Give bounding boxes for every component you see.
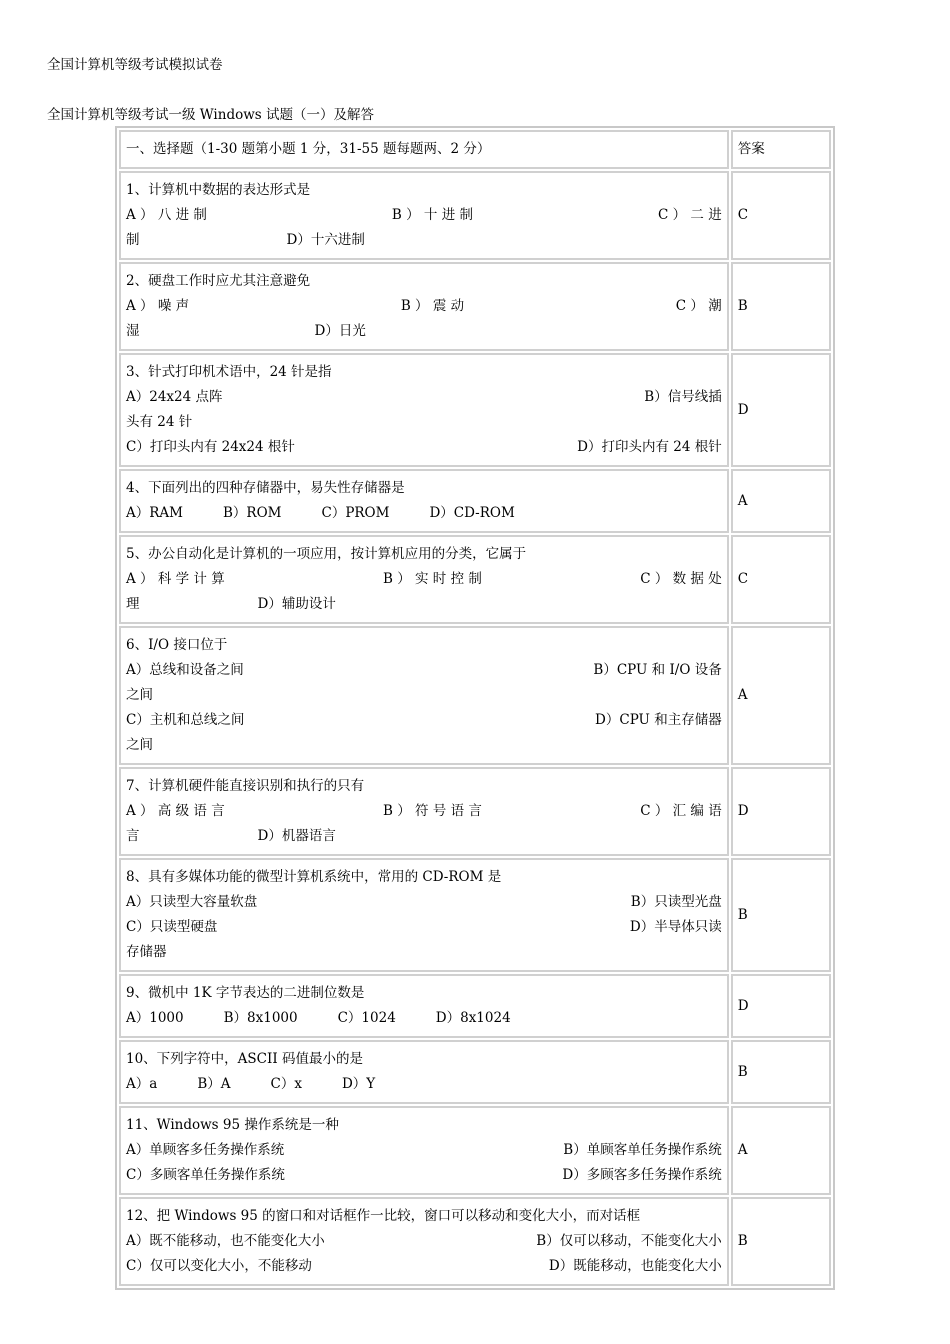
question-stem: 9、微机中 1K 字节表达的二进制位数是 bbox=[126, 985, 365, 1001]
option-text: B）信号线插 bbox=[644, 389, 722, 405]
option-text: C）打印头内有 24x24 根针 bbox=[126, 439, 295, 455]
question-stem: 6、I/O 接口位于 bbox=[126, 637, 228, 653]
table-row bbox=[119, 353, 831, 467]
question-cell bbox=[119, 1106, 729, 1195]
answer-cell: B bbox=[731, 858, 831, 972]
table-row bbox=[119, 1040, 831, 1104]
quiz-table bbox=[115, 126, 835, 1290]
table-row bbox=[119, 535, 831, 624]
option-line bbox=[126, 567, 722, 592]
table-row bbox=[119, 974, 831, 1038]
answer-cell: A bbox=[731, 469, 831, 533]
answer-cell: A bbox=[731, 626, 831, 765]
option-line bbox=[126, 435, 722, 460]
option-line bbox=[126, 203, 722, 228]
option-text: D）Y bbox=[341, 1076, 376, 1092]
table-row bbox=[119, 262, 831, 351]
option-text: C ） 数 据 处 bbox=[640, 571, 722, 587]
option-line bbox=[126, 799, 722, 824]
option-text: C ） 汇 编 语 bbox=[640, 803, 722, 819]
question-stem: 3、针式打印机术语中，24 针是指 bbox=[126, 364, 332, 380]
answer-cell: A bbox=[731, 1106, 831, 1195]
option-line bbox=[126, 1006, 722, 1031]
option-text: 之间 bbox=[126, 687, 153, 703]
question-stem: 11、Windows 95 操作系统是一种 bbox=[126, 1117, 339, 1133]
answer-cell: D bbox=[731, 353, 831, 467]
question-cell bbox=[119, 171, 729, 260]
answer-header: 答案 bbox=[731, 130, 831, 169]
option-line bbox=[126, 1229, 722, 1254]
option-text: A）RAM bbox=[126, 505, 183, 521]
table-header-row bbox=[119, 130, 831, 169]
option-line bbox=[126, 1138, 722, 1163]
question-stem: 2、硬盘工作时应尤其注意避免 bbox=[126, 273, 311, 289]
option-line bbox=[126, 658, 722, 683]
option-line bbox=[126, 410, 722, 435]
document-subtitle: 全国计算机等级考试一级 Windows 试题（一）及解答 bbox=[47, 107, 374, 123]
option-text: C ） 潮 bbox=[675, 298, 722, 314]
question-stem: 1、计算机中数据的表达形式是 bbox=[126, 182, 311, 198]
option-text: D）日光 bbox=[314, 323, 366, 339]
option-text: D）半导体只读 bbox=[629, 919, 722, 935]
option-text: C）仅可以变化大小，不能移动 bbox=[126, 1258, 312, 1274]
option-text: B ） 实 时 控 制 bbox=[383, 571, 482, 587]
option-text: A）1000 bbox=[126, 1010, 184, 1026]
option-text: 之间 bbox=[126, 737, 153, 753]
option-text: C）x bbox=[270, 1076, 302, 1092]
answer-cell: C bbox=[731, 535, 831, 624]
option-line bbox=[126, 915, 722, 940]
question-cell bbox=[119, 262, 729, 351]
option-text: D）CD-ROM bbox=[429, 505, 515, 521]
option-text: D）CPU 和主存储器 bbox=[595, 712, 722, 728]
option-text: A ） 科 学 计 算 bbox=[126, 571, 225, 587]
option-text: 制 bbox=[126, 232, 140, 248]
option-text: B）CPU 和 I/O 设备 bbox=[593, 662, 722, 678]
option-text: D）8x1024 bbox=[435, 1010, 511, 1026]
answer-cell: D bbox=[731, 974, 831, 1038]
option-line bbox=[126, 708, 722, 733]
table-row bbox=[119, 1197, 831, 1286]
option-text: A ） 八 进 制 bbox=[126, 207, 207, 223]
option-line bbox=[126, 592, 722, 617]
option-text: D）辅助设计 bbox=[257, 596, 336, 612]
option-text: C）多顾客单任务操作系统 bbox=[126, 1167, 285, 1183]
option-text: B）只读型光盘 bbox=[630, 894, 722, 910]
option-text: 头有 24 针 bbox=[126, 414, 193, 430]
question-stem: 8、具有多媒体功能的微型计算机系统中，常用的 CD-ROM 是 bbox=[126, 869, 502, 885]
option-text: B ） 符 号 语 言 bbox=[383, 803, 482, 819]
option-text: B）仅可以移动，不能变化大小 bbox=[536, 1233, 722, 1249]
option-text: A）单顾客多任务操作系统 bbox=[126, 1142, 285, 1158]
option-text: B）A bbox=[197, 1076, 231, 1092]
option-line bbox=[126, 733, 722, 758]
option-text: D）打印头内有 24 根针 bbox=[577, 439, 722, 455]
option-text: A ） 噪 声 bbox=[126, 298, 190, 314]
option-line bbox=[126, 501, 722, 526]
question-cell bbox=[119, 626, 729, 765]
question-stem: 7、计算机硬件能直接识别和执行的只有 bbox=[126, 778, 365, 794]
option-text: D）十六进制 bbox=[286, 232, 365, 248]
question-stem: 10、下列字符中，ASCII 码值最小的是 bbox=[126, 1051, 363, 1067]
table-row bbox=[119, 1106, 831, 1195]
question-cell bbox=[119, 469, 729, 533]
question-cell bbox=[119, 858, 729, 972]
option-text: A）总线和设备之间 bbox=[126, 662, 244, 678]
question-stem: 5、办公自动化是计算机的一项应用，按计算机应用的分类，它属于 bbox=[126, 546, 527, 562]
option-text: C ） 二 进 bbox=[658, 207, 722, 223]
answer-cell: B bbox=[731, 1040, 831, 1104]
option-line bbox=[126, 683, 722, 708]
question-stem: 4、下面列出的四种存储器中，易失性存储器是 bbox=[126, 480, 405, 496]
option-text: 理 bbox=[126, 596, 140, 612]
answer-cell: B bbox=[731, 262, 831, 351]
option-line bbox=[126, 940, 722, 965]
answer-cell: D bbox=[731, 767, 831, 856]
question-cell bbox=[119, 535, 729, 624]
option-line bbox=[126, 385, 722, 410]
question-cell bbox=[119, 974, 729, 1038]
option-text: D）机器语言 bbox=[257, 828, 336, 844]
question-cell bbox=[119, 1197, 729, 1286]
option-line bbox=[126, 1072, 722, 1097]
option-text: 湿 bbox=[126, 323, 140, 339]
option-text: A）a bbox=[126, 1076, 158, 1092]
option-text: A）24x24 点阵 bbox=[126, 389, 223, 405]
answer-cell: B bbox=[731, 1197, 831, 1286]
option-text: D）既能移动，也能变化大小 bbox=[548, 1258, 722, 1274]
option-text: D）多顾客多任务操作系统 bbox=[562, 1167, 722, 1183]
option-line bbox=[126, 228, 722, 253]
option-text: A ） 高 级 语 言 bbox=[126, 803, 225, 819]
option-text: B）8x1000 bbox=[223, 1010, 298, 1026]
document-title: 全国计算机等级考试模拟试卷 bbox=[47, 57, 223, 73]
question-cell bbox=[119, 353, 729, 467]
question-cell bbox=[119, 1040, 729, 1104]
table-row bbox=[119, 469, 831, 533]
option-line bbox=[126, 890, 722, 915]
option-text: A）既不能移动，也不能变化大小 bbox=[126, 1233, 325, 1249]
option-line bbox=[126, 294, 722, 319]
option-text: C）只读型硬盘 bbox=[126, 919, 218, 935]
option-text: A）只读型大容量软盘 bbox=[126, 894, 258, 910]
option-text: B ） 十 进 制 bbox=[391, 207, 474, 223]
option-line bbox=[126, 319, 722, 344]
option-text: B）单顾客单任务操作系统 bbox=[563, 1142, 722, 1158]
question-header: 一、选择题（1-30 题第小题 1 分，31-55 题每题两、2 分） bbox=[119, 130, 729, 169]
answer-cell: C bbox=[731, 171, 831, 260]
option-text: B）ROM bbox=[223, 505, 282, 521]
table-row bbox=[119, 858, 831, 972]
option-text: 言 bbox=[126, 828, 140, 844]
table-row bbox=[119, 626, 831, 765]
question-stem: 12、把 Windows 95 的窗口和对话框作一比较，窗口可以移动和变化大小，而对话框 bbox=[126, 1208, 641, 1224]
option-line bbox=[126, 1163, 722, 1188]
question-cell bbox=[119, 767, 729, 856]
option-line bbox=[126, 824, 722, 849]
option-text: B ） 震 动 bbox=[400, 298, 465, 314]
option-text: C）1024 bbox=[337, 1010, 396, 1026]
table-row bbox=[119, 767, 831, 856]
table-row bbox=[119, 171, 831, 260]
option-text: C）主机和总线之间 bbox=[126, 712, 245, 728]
option-text: 存储器 bbox=[126, 944, 167, 960]
option-text: C）PROM bbox=[321, 505, 390, 521]
option-line bbox=[126, 1254, 722, 1279]
